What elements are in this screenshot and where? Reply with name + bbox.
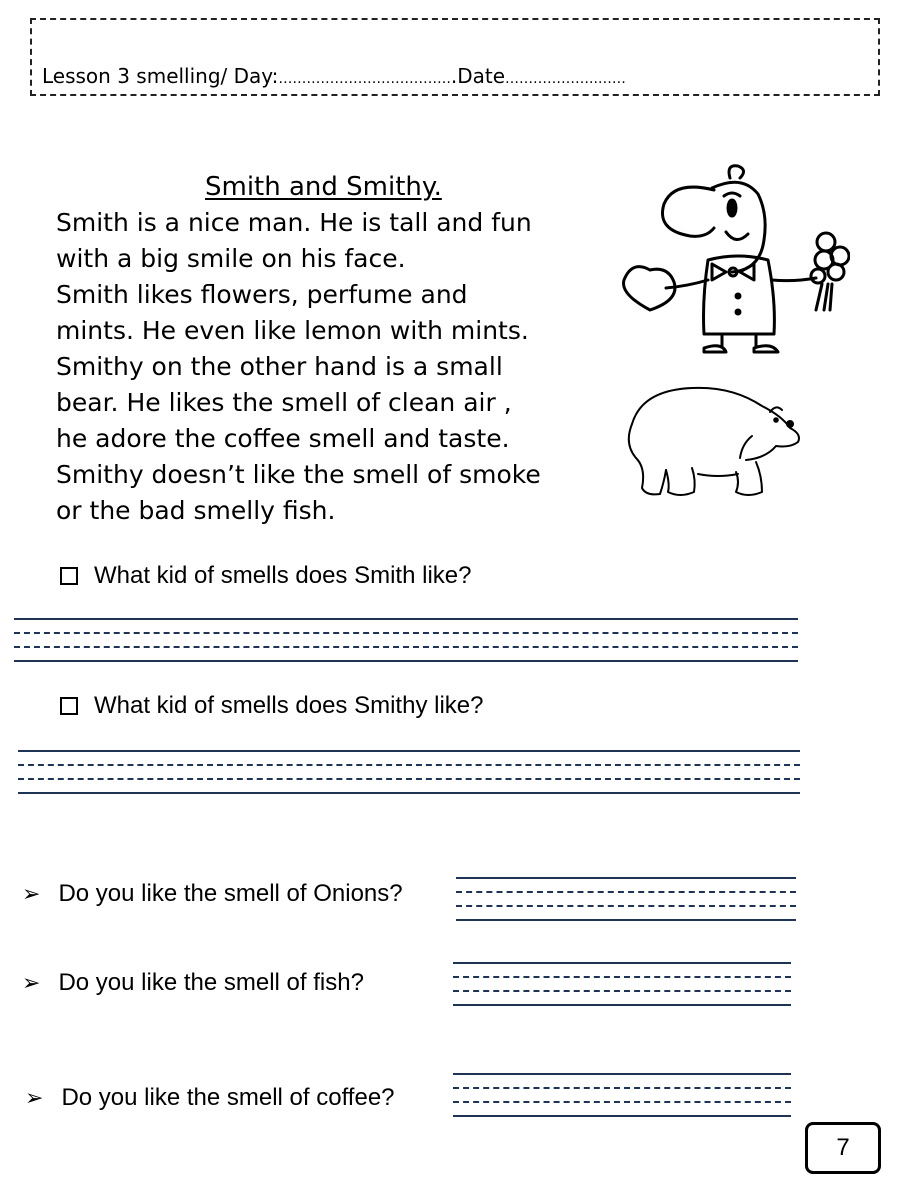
story-line: or the bad smelly fish. — [56, 496, 336, 525]
story-line: Smith is a nice man. He is tall and fun — [56, 208, 532, 237]
question-text: Do you like the smell of Onions? — [58, 880, 403, 907]
lesson-header-box — [30, 18, 880, 96]
story-title: Smith and Smithy. — [205, 172, 442, 202]
story-line: with a big smile on his face. — [56, 244, 406, 273]
arrowhead-bullet-icon: ➢ — [22, 881, 41, 906]
cartoon-man-icon — [620, 160, 850, 355]
story-line: Smith likes flowers, perfume and — [56, 280, 468, 309]
answer-lines-coffee[interactable] — [453, 1073, 791, 1119]
date-label: .Date — [450, 64, 506, 88]
day-field[interactable]: ………………………………. — [278, 71, 451, 87]
story-line: mints. He even like lemon with mints. — [56, 316, 529, 345]
lesson-header — [42, 64, 626, 88]
lesson-label: Lesson 3 smelling/ Day: — [42, 64, 279, 88]
question-text: Do you like the smell of coffee? — [61, 1084, 395, 1111]
question-text: Do you like the smell of fish? — [58, 969, 364, 996]
story-text — [56, 205, 616, 529]
question-smith — [60, 562, 471, 590]
question-coffee — [25, 1084, 395, 1112]
story-line: Smithy on the other hand is a small — [56, 352, 503, 381]
answer-lines-fish[interactable] — [453, 962, 791, 1008]
question-text: What kid of smells does Smithy like? — [94, 692, 484, 719]
answer-lines-smithy[interactable] — [18, 750, 800, 796]
arrowhead-bullet-icon: ➢ — [25, 1085, 44, 1110]
story-line: bear. He likes the smell of clean air , — [56, 388, 512, 417]
arrowhead-bullet-icon: ➢ — [22, 970, 41, 995]
polar-bear-icon — [620, 380, 805, 505]
answer-lines-onions[interactable] — [456, 877, 796, 923]
question-onions — [22, 880, 403, 908]
page-number: 7 — [805, 1122, 881, 1174]
story-line: Smithy doesn’t like the smell of smoke — [56, 460, 541, 489]
date-field[interactable]: ………………..…… — [505, 71, 626, 87]
answer-lines-smith[interactable] — [14, 618, 798, 664]
empty-checkbox-icon[interactable] — [60, 567, 78, 585]
empty-checkbox-icon[interactable] — [60, 697, 78, 715]
question-smithy — [60, 692, 483, 720]
question-fish — [22, 969, 364, 997]
story-line: he adore the coffee smell and taste. — [56, 424, 510, 453]
question-text: What kid of smells does Smith like? — [94, 562, 472, 589]
